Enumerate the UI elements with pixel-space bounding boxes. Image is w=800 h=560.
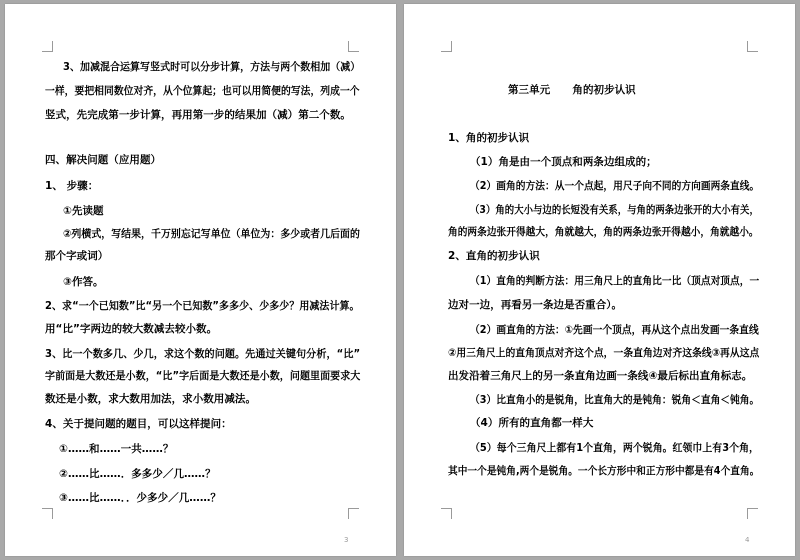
crop-mark [348, 41, 359, 52]
text-line: 1、 步骤： [45, 180, 99, 192]
text-line: ②……比……．多多少／几……？ [59, 468, 216, 480]
text-line: （1）直角的判断方法：用三角尺上的直角比一比（顶点对顶点，一 [470, 275, 760, 287]
text-line: 字前面是大数还是小数，“比”字后面是大数还是小数，问题里面要求大 [45, 370, 361, 382]
text-line: 数还是小数，求大数用加法，求小数用减法。 [45, 393, 256, 405]
text-line: 2、求“一个已知数”比“另一个已知数”多多少、少多少？用减法计算。 [45, 300, 360, 312]
text-line: 那个字或词） [45, 250, 109, 262]
text-line: ③作答。 [63, 276, 104, 288]
text-line: ②用三角尺上的直角顶点对齐这个点，一条直角边对齐这条线③再从这点 [448, 347, 760, 359]
text-line: 其中一个是钝角,两个是锐角。一个长方形中和正方形中都是有4个直角。 [448, 465, 760, 477]
text-line: 3、比一个数多几、少几，求这个数的问题。先通过关键句分析，“比” [45, 348, 361, 360]
chapter-title: 第三单元 角的初步认识 [508, 84, 636, 96]
text-line: 竖式，先完成第一步计算，再用第一步的结果加（减）第二个数。 [45, 109, 351, 121]
text-line: （2）画直角的方法：①先画一个顶点，再从这个点出发画一条直线 [470, 324, 759, 336]
document-page-left [5, 4, 396, 556]
page-number: 3 [344, 536, 349, 544]
text-line: 用“比”字两边的较大数减去较小数。 [45, 323, 218, 335]
crop-mark [747, 41, 758, 52]
text-line: （5）每个三角尺上都有1个直角，两个锐角。红领巾上有3个角， [470, 442, 759, 454]
text-line: ①先读题 [63, 205, 104, 217]
text-line: （3）角的大小与边的长短没有关系，与角的两条边张开的大小有关， [470, 204, 759, 216]
text-line: （1）角是由一个顶点和两条边组成的； [470, 156, 657, 168]
crop-mark [441, 508, 452, 519]
text-line: 4、关于提问题的题目，可以这样提问： [45, 418, 232, 430]
text-line: （3）比直角小的是锐角，比直角大的是钝角：锐角＜直角＜钝角。 [470, 394, 760, 406]
text-line: （2）画角的方法：从一个点起，用尺子向不同的方向画两条直线。 [470, 180, 760, 192]
text-line: 角的两条边张开得越大，角就越大，角的两条边张开得越小，角就越小。 [448, 226, 759, 238]
text-line: 出发沿着三角尺上的另一条直角边画一条线④最后标出直角标志。 [448, 370, 753, 382]
section-heading: 1、角的初步认识 [448, 132, 530, 144]
text-line: 边对一边，再看另一条边是否重合）。 [448, 299, 623, 311]
document-page-right [404, 4, 795, 556]
page-number: 4 [745, 536, 750, 544]
crop-mark [441, 41, 452, 52]
text-line: ②列横式，写结果，千万别忘记写单位（单位为：多少或者几后面的 [63, 228, 360, 240]
text-line: 一样，要把相同数位对齐，从个位算起；也可以用简便的写法，列成一个 [45, 85, 360, 97]
text-line: （4）所有的直角都一样大 [470, 417, 594, 429]
crop-mark [42, 41, 53, 52]
section-heading: 四、解决问题（应用题） [45, 154, 162, 166]
text-line: ①……和……一共……？ [59, 443, 174, 455]
text-line: ③……比……．．少多少／几……？ [59, 492, 221, 504]
text-line: 3、加减混合运算写竖式时可以分步计算，方法与两个数相加（减） [63, 61, 361, 73]
crop-mark [42, 508, 53, 519]
section-heading: 2、直角的初步认识 [448, 250, 540, 262]
crop-mark [348, 508, 359, 519]
crop-mark [747, 508, 758, 519]
